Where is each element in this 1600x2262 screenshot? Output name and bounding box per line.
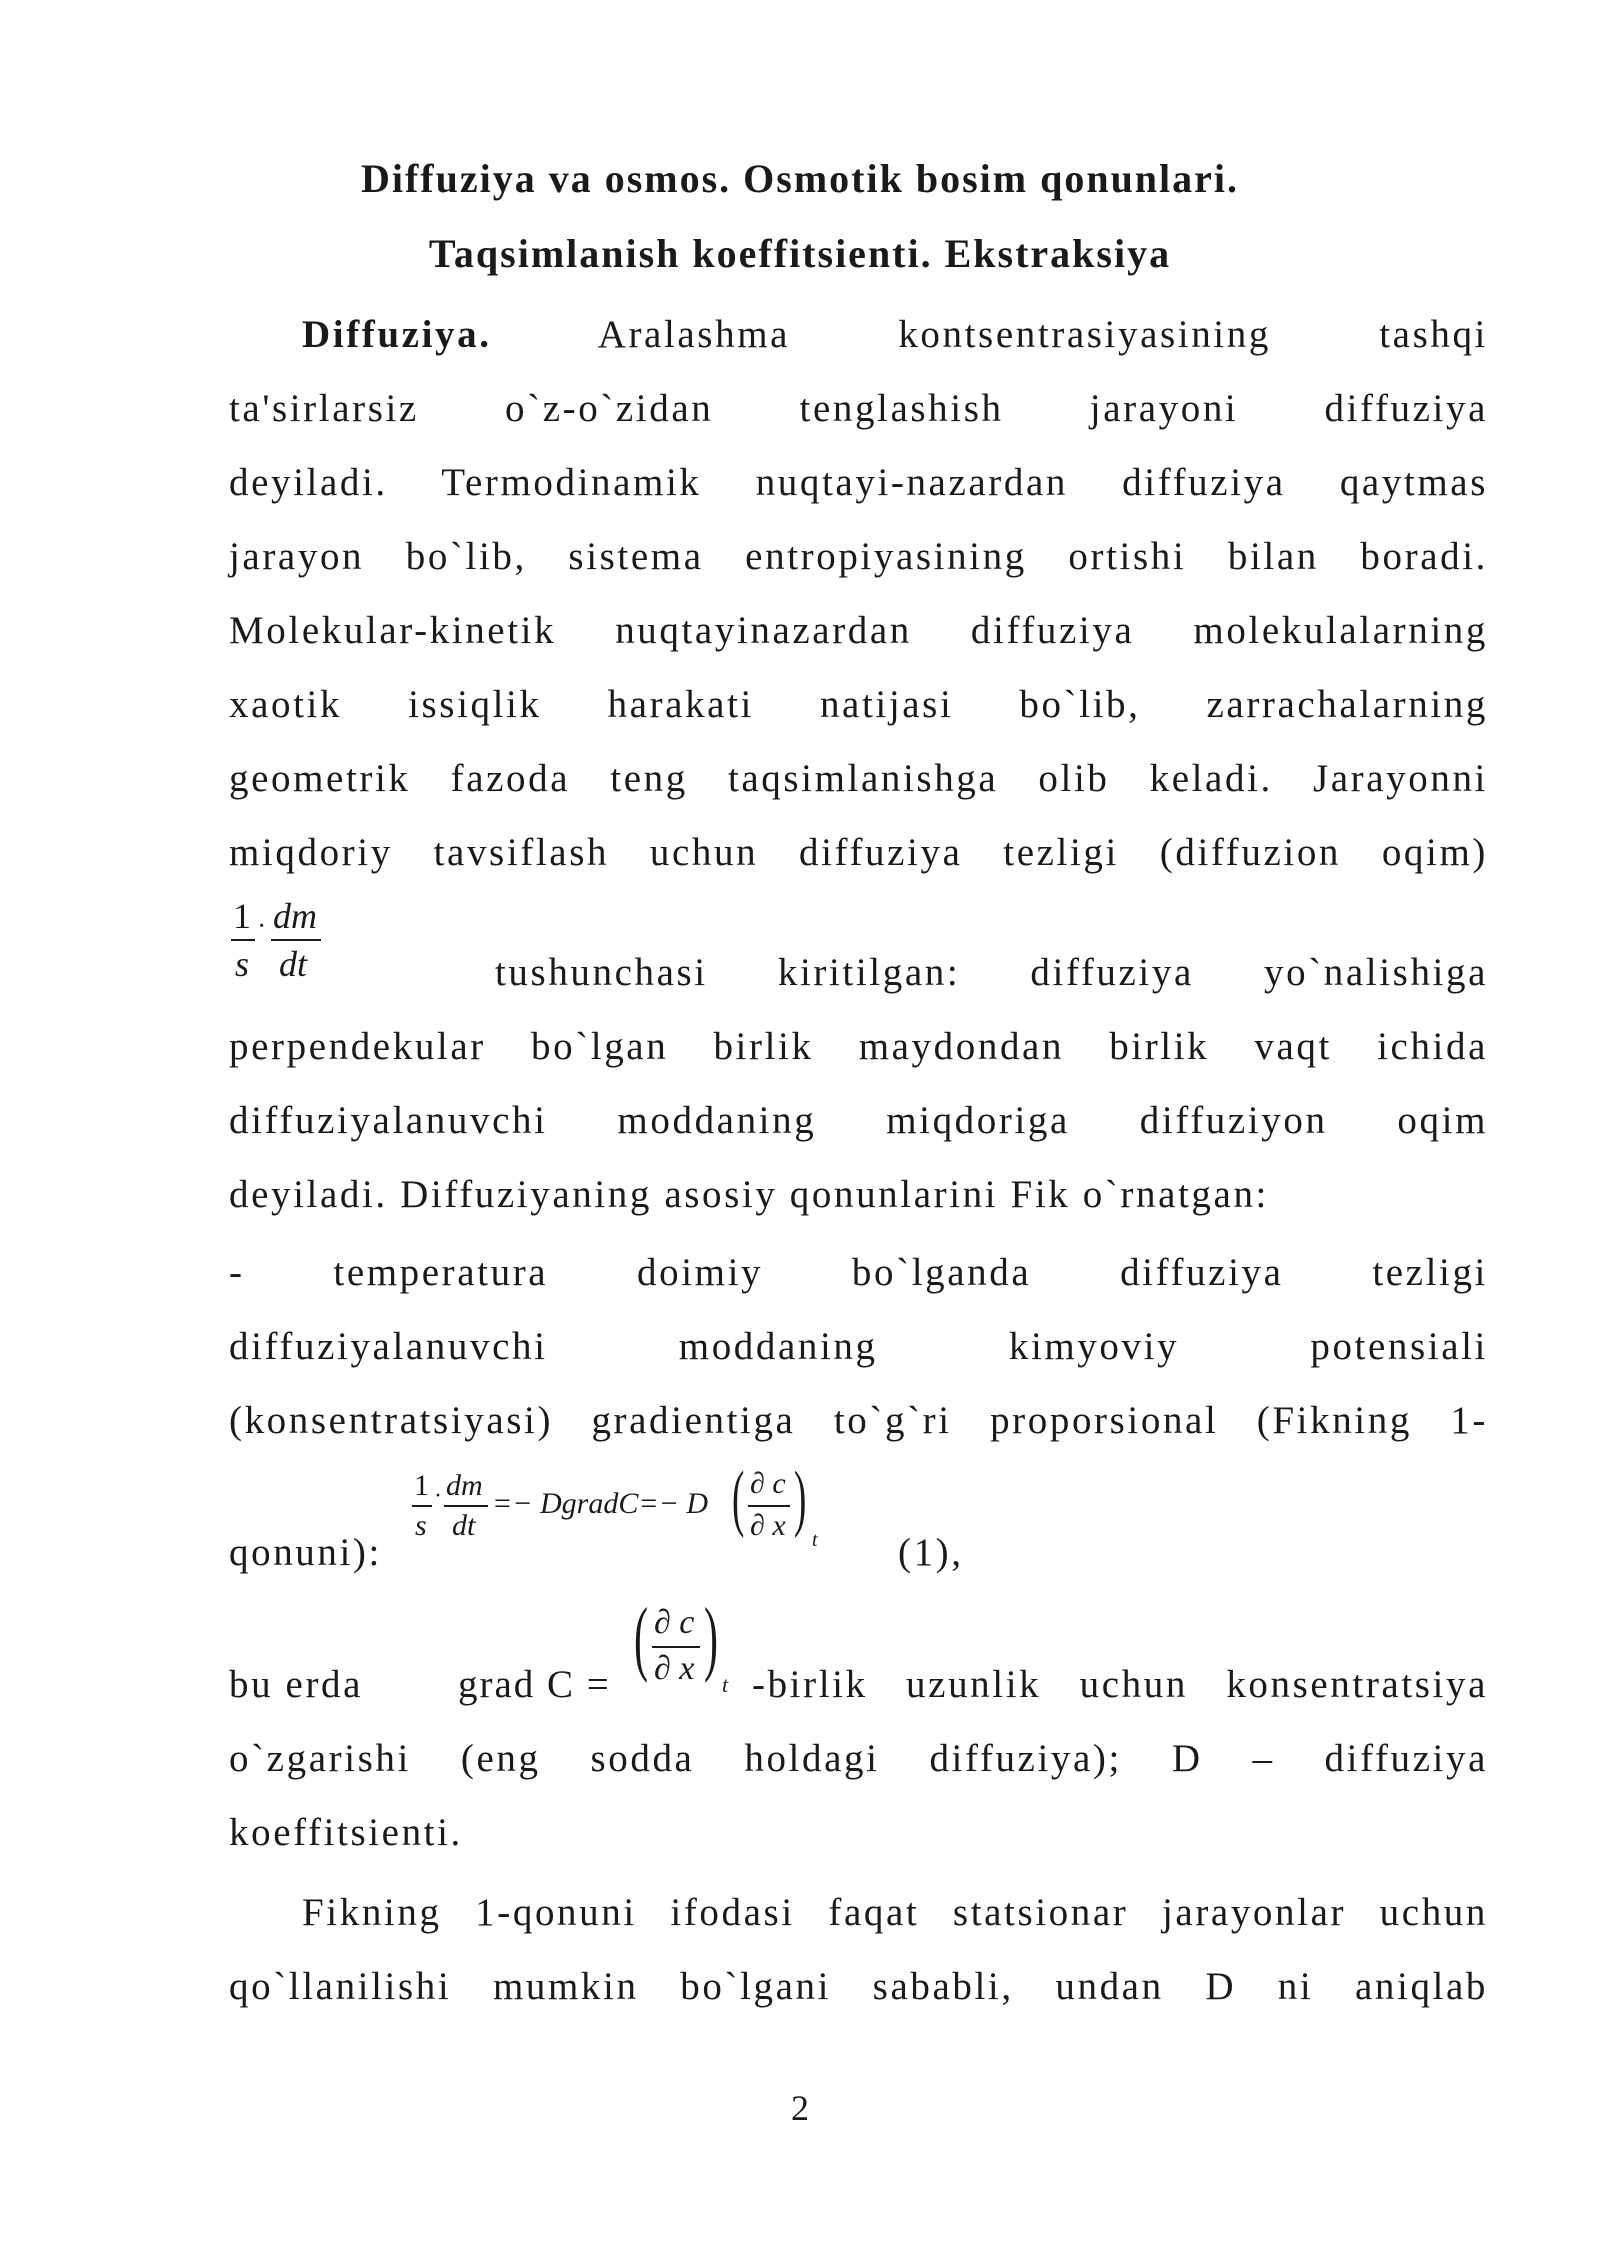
paragraph-1-line-8: miqdoriy tavsiflash uchun diffuziya tezligi (diffuzion oqim) bbox=[229, 831, 1488, 874]
fick-left-paren: ( bbox=[732, 1457, 745, 1539]
paragraph-1-last-line: deyiladi. Diffuziyaning asosiy qonunlarini Fik o`rnatgan: bbox=[229, 1173, 1269, 1216]
paragraph-1-lead-bold: Diffuziya. bbox=[302, 313, 492, 356]
grad-formula bbox=[634, 1591, 744, 1706]
paragraph-1-line-4: jarayon bo`lib, sistema entropiyasining ortishi bilan boradi. bbox=[229, 535, 1488, 578]
flux-frac-bar-2 bbox=[271, 939, 321, 941]
flux-den-2: dt bbox=[279, 944, 308, 984]
paragraph-1-lead-rest: Aralashma kontsentrasiyasining tashqi bbox=[597, 313, 1488, 356]
paragraph-1-line-6: xaotik issiqlik harakati natijasi bo`lib, zarrachalarning bbox=[229, 683, 1488, 726]
grad-left-paren: ( bbox=[634, 1591, 648, 1684]
paragraph-1-first-line bbox=[302, 310, 1488, 360]
grad-frac-bar bbox=[652, 1646, 700, 1648]
equation-number: (1), bbox=[898, 1531, 964, 1574]
fick-den-1: s bbox=[415, 1509, 427, 1542]
fick-subscript: t bbox=[812, 1529, 818, 1551]
bullet-line-3: (konsentratsiyasi) gradientiga to`g`ri proporsional (Fikning 1- bbox=[229, 1399, 1488, 1442]
bullet-line-1: - temperatura doimiy bo`lganda diffuziya tezligi bbox=[229, 1251, 1488, 1294]
title-line-2: Taqsimlanish koeffitsienti. Ekstraksiya bbox=[428, 231, 1172, 276]
fick-partial-num: ∂ c bbox=[750, 1467, 786, 1500]
grad-partial-den: ∂ x bbox=[654, 1650, 695, 1687]
grad-prefix: bu erda bbox=[229, 1663, 364, 1706]
grad-right-paren: ) bbox=[704, 1591, 718, 1684]
paragraph-1-line-5: Molekular-kinetik nuqtayinazardan diffuziya molekulalarning bbox=[229, 609, 1488, 652]
grad-line-3: koeffitsienti. bbox=[229, 1811, 463, 1854]
grad-subscript: t bbox=[722, 1672, 729, 1697]
paragraph-1-after-formula: tushunchasi kiritilgan: diffuziya yo`nalishiga bbox=[495, 951, 1488, 994]
paragraph-2-line-1: Fikning 1-qonuni ifodasi faqat statsionar jarayonlar uchun bbox=[302, 1891, 1488, 1934]
paragraph-1-line-3: deyiladi. Termodinamik nuqtayi-nazardan diffuziya qaytmas bbox=[229, 461, 1488, 504]
fick-num-2: dm bbox=[446, 1469, 483, 1502]
fick-frac-bar-3 bbox=[748, 1505, 790, 1507]
fick-partial-den: ∂ x bbox=[750, 1509, 786, 1542]
paragraph-1-line-11: diffuziyalanuvchi moddaning miqdoriga diffuziyon oqim bbox=[229, 1099, 1488, 1142]
bullet-line-4-prefix: qonuni): bbox=[229, 1531, 382, 1574]
grad-partial-num: ∂ c bbox=[654, 1604, 695, 1641]
fick-middle: =− DgradC=− D bbox=[492, 1487, 708, 1520]
bullet-line-2: diffuziyalanuvchi moddaning kimyoviy potensiali bbox=[229, 1325, 1488, 1368]
fick-num-1: 1 bbox=[414, 1469, 429, 1502]
page-number: 2 bbox=[791, 2088, 809, 2128]
fick-den-2: dt bbox=[452, 1509, 476, 1542]
title-line-1: Diffuziya va osmos. Osmotik bosim qonunlari. bbox=[360, 156, 1240, 201]
flux-frac-bar-1 bbox=[231, 939, 255, 941]
flux-dot: · bbox=[257, 911, 267, 942]
fick-frac-bar-2 bbox=[444, 1505, 488, 1507]
flux-num-1: 1 bbox=[233, 896, 251, 936]
grad-line-2: o`zgarishi (eng sodda holdagi diffuziya); D – diffuziya bbox=[229, 1737, 1488, 1780]
flux-den-1: s bbox=[235, 944, 250, 984]
grad-suffix: -birlik uzunlik uchun konsentratsiya bbox=[752, 1663, 1488, 1706]
fick-dot: · bbox=[434, 1483, 442, 1509]
paragraph-2-line-2: qo`llanilishi mumkin bo`lgani sababli, undan D ni aniqlab bbox=[229, 1965, 1488, 2008]
flux-formula bbox=[229, 895, 349, 995]
grad-label: grad C = bbox=[458, 1663, 611, 1706]
paragraph-1-line-10: perpendekular bo`lgan birlik maydondan birlik vaqt ichida bbox=[229, 1025, 1488, 1068]
fick-formula bbox=[410, 1457, 830, 1575]
fick-frac-bar-1 bbox=[412, 1505, 432, 1507]
paragraph-1-line-2: ta'sirlarsiz o`z-o`zidan tenglashish jarayoni diffuziya bbox=[229, 387, 1488, 430]
paragraph-1-line-7: geometrik fazoda teng taqsimlanishga olib keladi. Jarayonni bbox=[229, 757, 1488, 800]
flux-num-2: dm bbox=[273, 896, 317, 936]
fick-right-paren: ) bbox=[794, 1457, 807, 1539]
